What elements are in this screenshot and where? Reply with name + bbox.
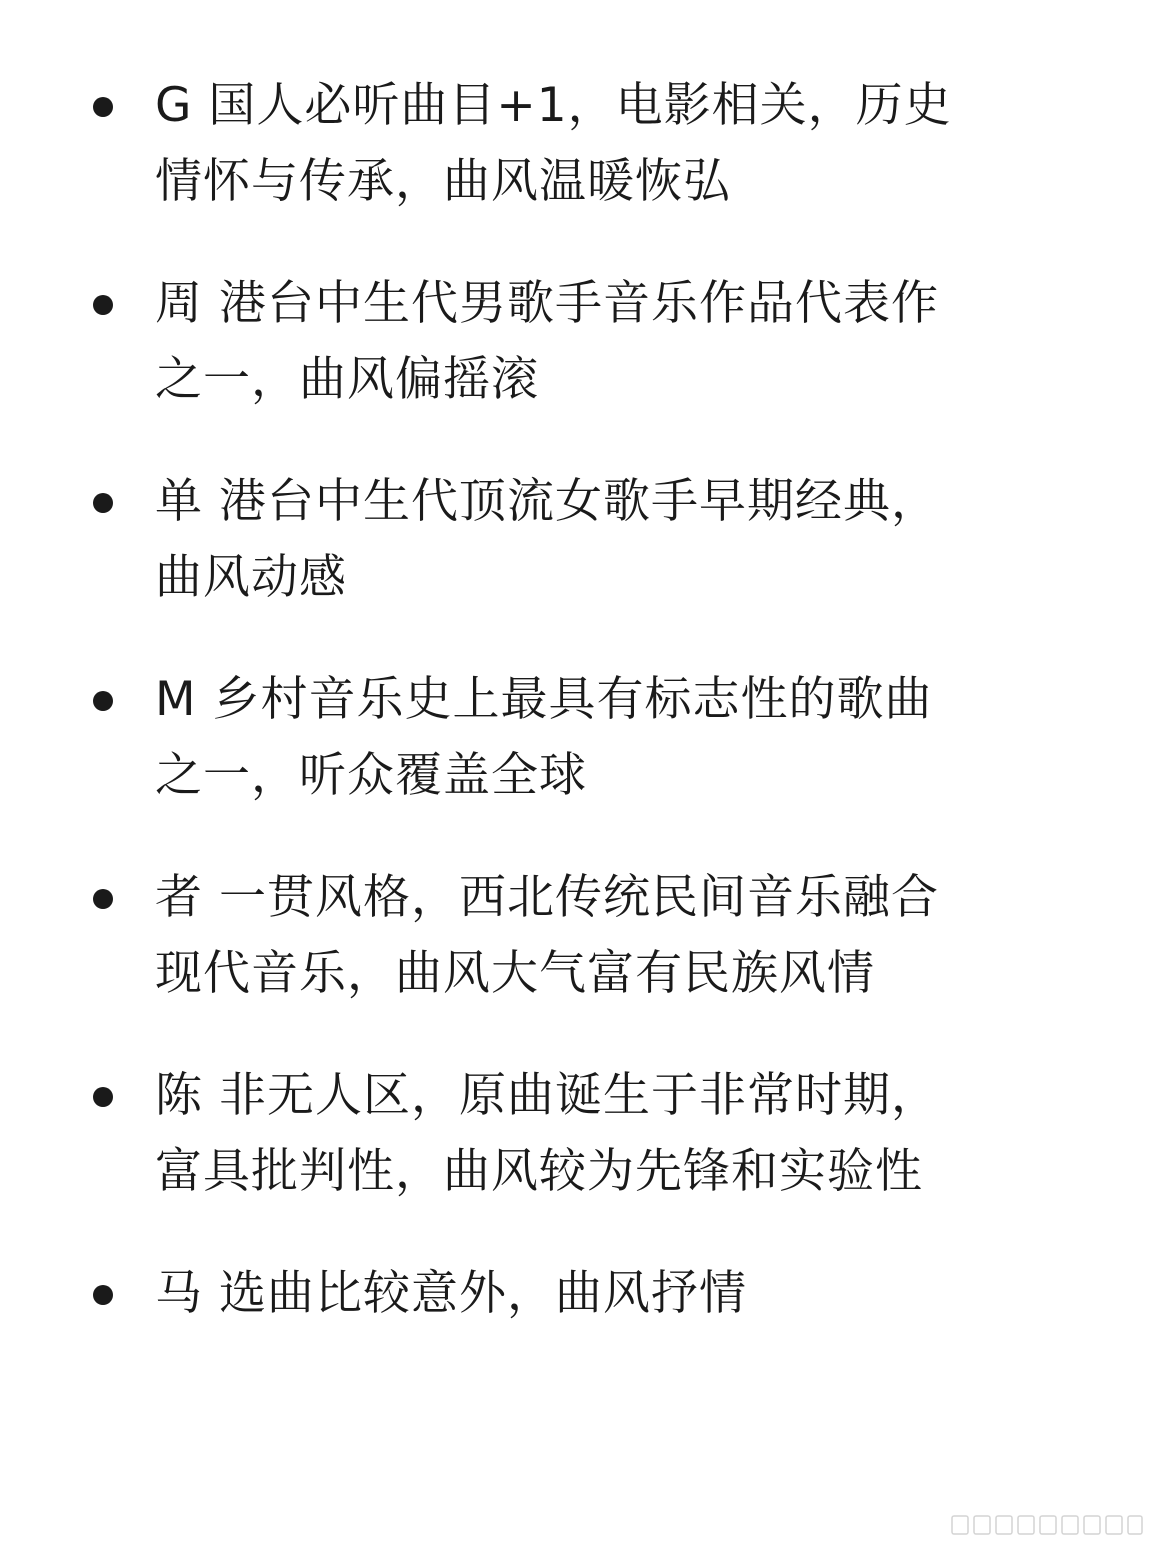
bullet-dot-icon: [93, 295, 113, 315]
bullet-dot-icon: [93, 97, 113, 117]
list-item-line: 情怀与传承，曲风温暖恢弘: [155, 154, 731, 209]
list-item: [0, 1256, 1055, 1332]
list-item: [0, 860, 1055, 1012]
list-item: [0, 662, 1055, 814]
list-item: [0, 1058, 1055, 1210]
list-item-text: [155, 266, 1055, 418]
list-item-text: [155, 1256, 1055, 1332]
list-item-line: 富具批判性，曲风较为先锋和实验性: [155, 1144, 923, 1199]
list-item-text: [155, 464, 1055, 616]
bullet-dot-icon: [93, 493, 113, 513]
list-item-text: [155, 1058, 1055, 1210]
list-item-text: [155, 662, 1055, 814]
bullet-list: [0, 68, 1170, 1378]
list-item-text: [155, 860, 1055, 1012]
list-item: [0, 266, 1055, 418]
list-item-line: 之一，曲风偏摇滚: [155, 352, 539, 407]
list-item-line: M 乡村音乐史上最具有标志性的歌曲: [155, 672, 933, 727]
list-item: [0, 68, 1055, 220]
bullet-dot-icon: [93, 1087, 113, 1107]
list-item-line: 陈 非无人区，原曲诞生于非常时期，: [155, 1068, 939, 1123]
watermark-logo-icon: [950, 1512, 1145, 1538]
list-item-line: 周 港台中生代男歌手音乐作品代表作: [155, 276, 939, 331]
list-item-line: 马 选曲比较意外，曲风抒情: [155, 1266, 747, 1321]
bullet-dot-icon: [93, 1285, 113, 1305]
bullet-dot-icon: [93, 889, 113, 909]
list-item-text: [155, 68, 1055, 220]
list-item-line: 单 港台中生代顶流女歌手早期经典，: [155, 474, 939, 529]
list-item-line: 现代音乐，曲风大气富有民族风情: [155, 946, 875, 1001]
list-item-line: G 国人必听曲目+1，电影相关，历史: [155, 78, 952, 133]
list-item-line: 之一，听众覆盖全球: [155, 748, 587, 803]
bullet-dot-icon: [93, 691, 113, 711]
list-item-line: 者 一贯风格，西北传统民间音乐融合: [155, 870, 939, 925]
list-item: [0, 464, 1055, 616]
list-item-line: 曲风动感: [155, 550, 347, 605]
